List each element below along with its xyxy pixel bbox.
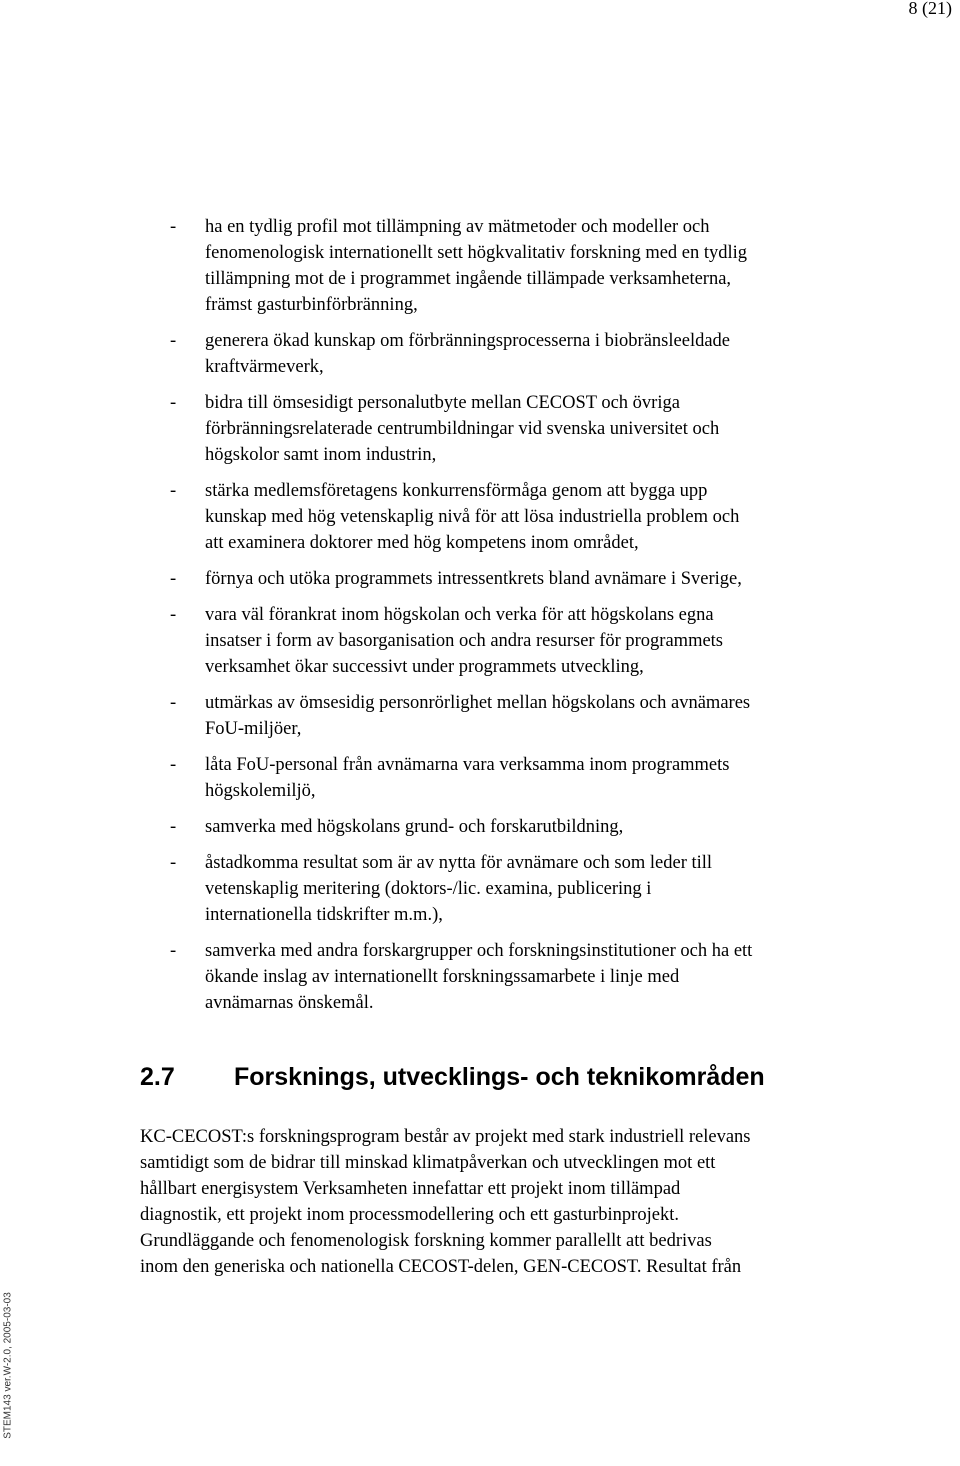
bullet-text-line: generera ökad kunskap om förbränningsprocesserna i biobränsleeldade (205, 331, 731, 351)
bullet-item (170, 850, 870, 928)
bullet-text-line: verksamhet ökar successivt under programmets utveckling, (205, 657, 644, 677)
bullet-item (170, 602, 870, 680)
bullet-text-line: förnya och utöka programmets intressentkrets bland avnämare i Sverige, (205, 569, 742, 589)
bullet-text-line: låta FoU-personal från avnämarna vara verksamma inom programmets (205, 755, 730, 775)
bullet-text-line: högskolemiljö, (205, 781, 316, 801)
bullet-dash: - (170, 853, 177, 873)
bullet-dash: - (170, 569, 177, 589)
bullet-dash: - (170, 817, 177, 837)
bullet-text-line: bidra till ömsesidigt personalutbyte mellan CECOST och övriga (205, 393, 680, 413)
bullet-text-line: att examinera doktorer med hög kompetens inom området, (205, 533, 639, 553)
body-text-line: KC-CECOST:s forskningsprogram består av projekt med stark industriell relevans (140, 1127, 751, 1147)
bullet-text-line: vara väl förankrat inom högskolan och verka för att högskolans egna (205, 605, 714, 625)
bullet-text-line: stärka medlemsföretagens konkurrensförmåga genom att bygga upp (205, 481, 708, 501)
bullet-text-line: ha en tydlig profil mot tillämpning av mätmetoder och modeller och (205, 217, 710, 237)
bullet-item (170, 752, 870, 804)
bullet-list (170, 214, 870, 1026)
body-text-line: samtidigt som de bidrar till minskad klimatpåverkan och utvecklingen mot ett (140, 1153, 716, 1173)
bullet-dash: - (170, 331, 177, 351)
bullet-text-line: fenomenologisk internationellt sett högkvalitativ forskning med en tydlig (205, 243, 748, 263)
bullet-item (170, 214, 870, 318)
bullet-text-line: främst gasturbinförbränning, (205, 295, 418, 315)
bullet-dash: - (170, 941, 177, 961)
bullet-text-line: samverka med andra forskargrupper och forskningsinstitutioner och ha ett (205, 941, 753, 961)
bullet-text-line: vetenskaplig meritering (doktors-/lic. examina, publicering i (205, 879, 652, 899)
bullet-dash: - (170, 217, 177, 237)
section-number: 2.7 (140, 1063, 175, 1091)
section-heading (140, 1060, 765, 1094)
body-text-line: Grundläggande och fenomenologisk forskning kommer parallellt att bedrivas (140, 1231, 712, 1251)
body-text-line: hållbart energisystem Verksamheten innefattar ett projekt inom tillämpad (140, 1179, 681, 1199)
bullet-item (170, 390, 870, 468)
bullet-item (170, 566, 870, 592)
body-text-line: diagnostik, ett projekt inom processmodellering och ett gasturbinprojekt. (140, 1205, 679, 1225)
section-title: Forsknings, utvecklings- och teknikområden (234, 1063, 765, 1091)
bullet-text-line: utmärkas av ömsesidig personrörlighet mellan högskolans och avnämares (205, 693, 751, 713)
section-body (140, 1124, 900, 1280)
bullet-dash: - (170, 755, 177, 775)
bullet-text-line: åstadkomma resultat som är av nytta för avnämare och som leder till (205, 853, 713, 873)
bullet-item (170, 814, 870, 840)
bullet-text-line: internationella tidskrifter m.m.), (205, 905, 443, 925)
bullet-item (170, 938, 870, 1016)
bullet-text-line: kunskap med hög vetenskaplig nivå för att lösa industriella problem och (205, 507, 740, 527)
footer-document-code: STEM143 ver.W-2.0, 2005-03-03 (2, 1292, 14, 1439)
bullet-item (170, 478, 870, 556)
bullet-text-line: tillämpning mot de i programmet ingående tillämpade verksamheterna, (205, 269, 732, 289)
bullet-dash: - (170, 693, 177, 713)
bullet-text-line: förbränningsrelaterade centrumbildningar vid svenska universitet och (205, 419, 720, 439)
bullet-dash: - (170, 605, 177, 625)
bullet-text-line: insatser i form av basorganisation och andra resurser för programmets (205, 631, 724, 651)
bullet-text-line: ökande inslag av internationellt forskningssamarbete i linje med (205, 967, 680, 987)
body-text-line: inom den generiska och nationella CECOST-delen, GEN-CECOST. Resultat från (140, 1257, 742, 1277)
bullet-dash: - (170, 481, 177, 501)
bullet-dash: - (170, 393, 177, 413)
bullet-item (170, 690, 870, 742)
bullet-text-line: samverka med högskolans grund- och forskarutbildning, (205, 817, 624, 837)
bullet-item (170, 328, 870, 380)
bullet-text-line: högskolor samt inom industrin, (205, 445, 437, 465)
bullet-text-line: kraftvärmeverk, (205, 357, 324, 377)
page-number: 8 (21) (908, 0, 952, 18)
bullet-text-line: FoU-miljöer, (205, 719, 302, 739)
bullet-text-line: avnämarnas önskemål. (205, 993, 374, 1013)
